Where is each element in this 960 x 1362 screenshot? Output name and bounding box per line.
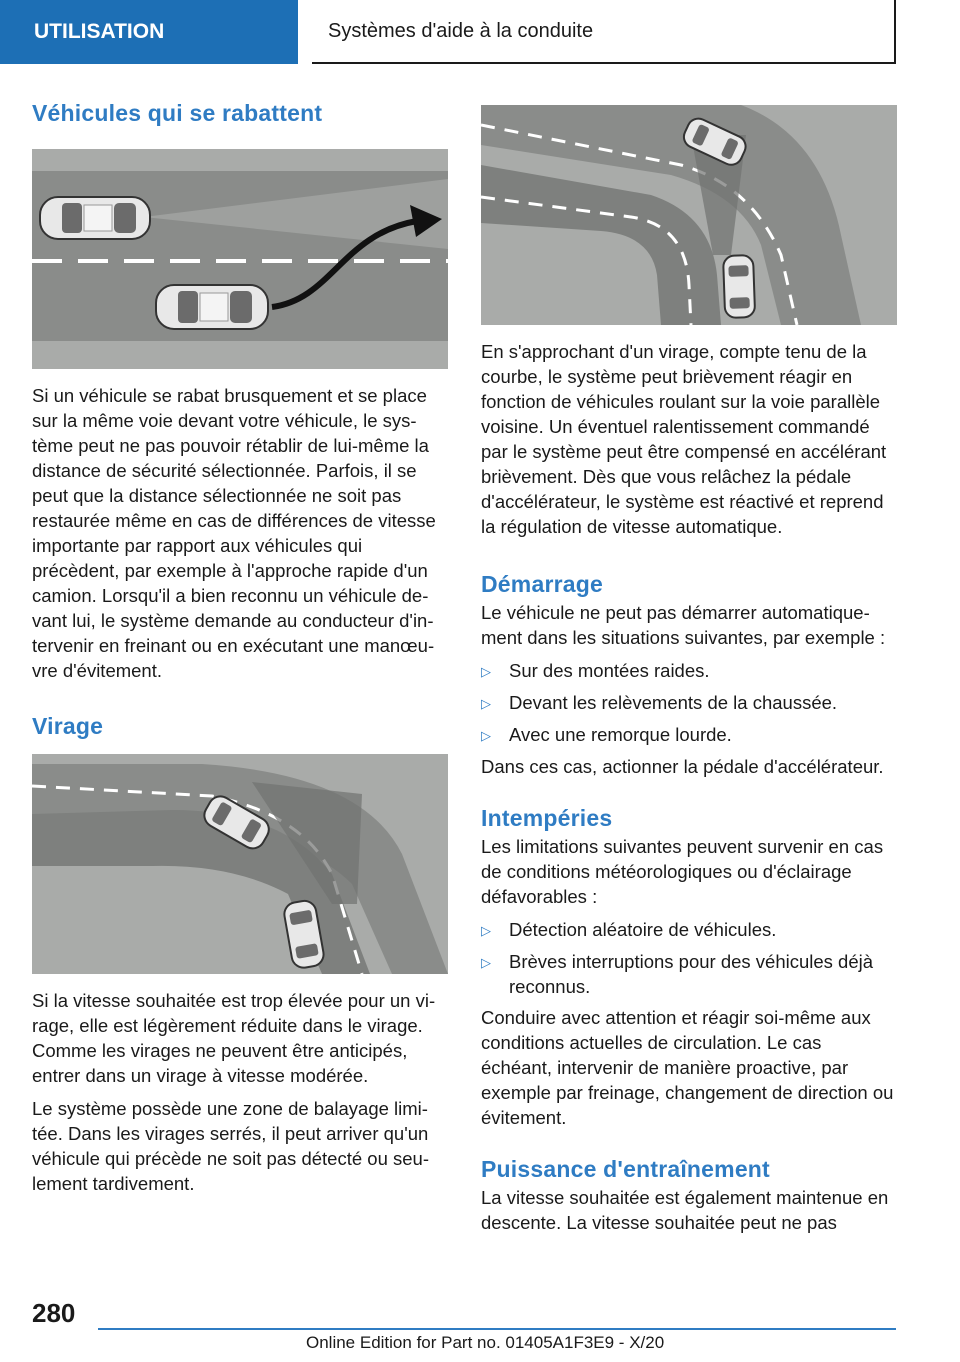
list-item: ▷ Brèves interruptions pour des véhicules déjà reconnus. [481, 951, 874, 997]
para-power: La vitesse souhaitée est également maintenue en descente. La vitesse souhaitée peut ne pas [481, 1187, 889, 1233]
heading-curve: Virage [32, 713, 104, 739]
heading-weather: Intempéries [481, 805, 613, 831]
para-start-after: Dans ces cas, actionner la pédale d'accélérateur. [481, 756, 884, 777]
triangle-right-outline-icon: ▷ [481, 955, 491, 970]
para-curve-1: Si la vitesse souhaitée est trop élevée pour un virage, elle est légèrement réduite dans le virage. Comme les virages ne peuvent être anticipés, entrer dans un virage à vitesse modérée. [32, 990, 436, 1086]
para-start: Le véhicule ne peut pas démarrer automatiquement dans les situations suivantes, par exemple : [481, 602, 886, 648]
para-weather: Les limitations suivantes peuvent survenir en cas de conditions météorologiques ou d'éclairage défavorables : [481, 836, 884, 907]
triangle-right-outline-icon: ▷ [481, 728, 491, 743]
right-column [481, 105, 897, 1235]
left-column [32, 100, 448, 1196]
start-list [481, 658, 897, 748]
figure-curve-illustration [32, 754, 448, 974]
triangle-right-outline-icon: ▷ [481, 923, 491, 938]
weather-list [481, 917, 897, 999]
para-curve-3: En s'approchant d'un virage, compte tenu de la courbe, le système peut brièvement réagir en fonction de véhicules roulant sur la voie parallèle voisine. Un éventuel ralentissement commandé par le système peut être compensé en accélérant brièvement. Dès que vous relâchez la pédale d'accélérateur, le système est réactivé et reprend la régulation de vitesse automatique. [481, 341, 887, 537]
figure-adjacent-lane-illustration [481, 105, 897, 325]
page-number: 280 [32, 1298, 76, 1328]
list-item: ▷ Devant les relèvements de la chaussée. [481, 690, 897, 716]
para-weather-after: Conduire avec attention et réagir soi-même aux conditions actuelles de circulation. Le cas échéant, intervenir de manière proactive, par exemple par freinage, changement de direction ou évitement. [481, 1007, 894, 1128]
para-cutin: Si un véhicule se rabat brusquement et se place sur la même voie devant votre véhicule, le système peut ne pas pouvoir rétablir de lui-même la distance de sécurité sélectionnée. Parfois, il se peut que la distance sélectionnée ne soit pas restaurée même en cas de différences de vitesse importante par rapport aux véhicules qui précèdent, par exemple à l'approche rapide d'un camion. Lorsqu'il a bien reconnu un véhicule devant lui, le système demande au conducteur d'intervenir en freinant ou en exécutant une manœuvre d'évitement. [32, 385, 436, 681]
chapter-title [312, 0, 896, 64]
list-item: ▷ Détection aléatoire de véhicules. [481, 917, 897, 943]
heading-power: Puissance d'entraînement [481, 1156, 770, 1182]
heading-cutin: Véhicules qui se rabattent [32, 100, 323, 126]
heading-start: Démarrage [481, 571, 603, 597]
list-item: ▷ Sur des montées raides. [481, 658, 897, 684]
list-item: ▷ Avec une remorque lourde. [481, 722, 897, 748]
section-tab [0, 0, 298, 64]
figure-cutin-illustration [32, 149, 448, 369]
section-tab-label: UTILISATION [34, 20, 165, 43]
para-curve-2: Le système possède une zone de balayage limitée. Dans les virages serrés, il peut arriver qu'un véhicule qui précède ne soit pas détecté ou seulement tardivement. [32, 1098, 429, 1194]
triangle-right-outline-icon: ▷ [481, 664, 491, 679]
chapter-title-label: Systèmes d'aide à la conduite [328, 19, 594, 42]
footer-divider [98, 1328, 896, 1330]
triangle-right-outline-icon: ▷ [481, 696, 491, 711]
footer-edition: Online Edition for Part no. 01405A1F3E9 - X/20 [306, 1333, 665, 1352]
